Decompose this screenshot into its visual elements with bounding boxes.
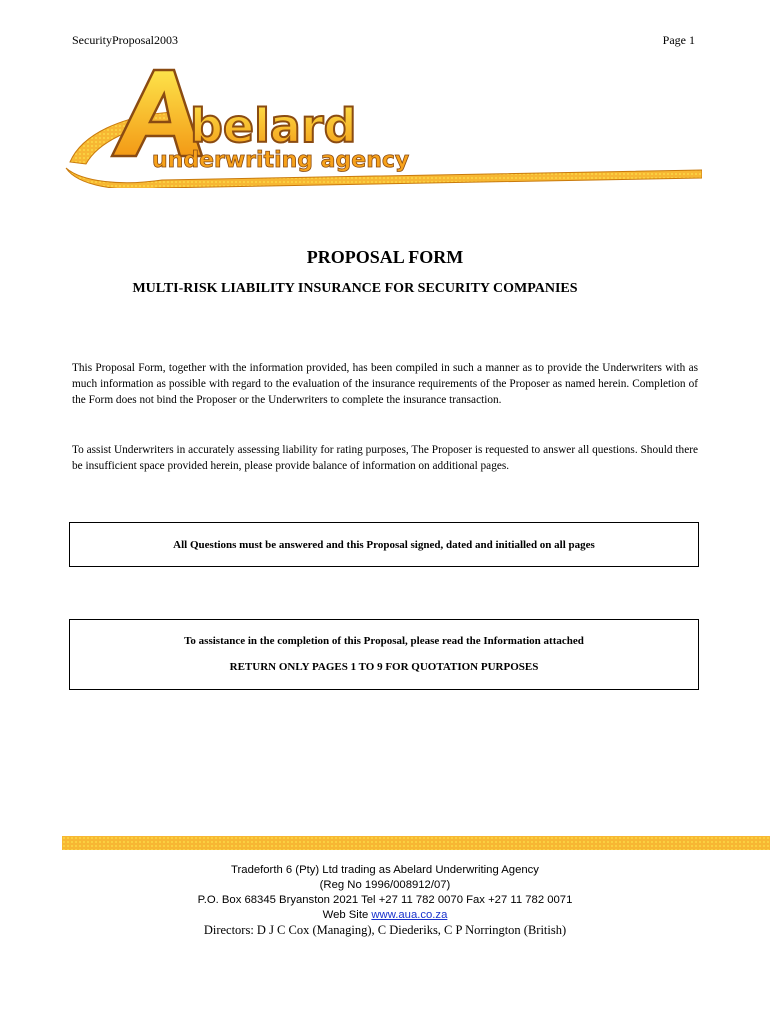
footer: [0, 863, 770, 938]
footer-website-line: [0, 908, 770, 923]
document-id: SecurityProposal2003: [72, 33, 178, 47]
notice-text: All Questions must be answered and this Proposal signed, dated and initialled on all pages: [173, 539, 595, 551]
footer-directors: Directors: D J C Cox (Managing), C Diederiks, C P Norrington (British): [203, 923, 567, 937]
intro-paragraph: This Proposal Form, together with the information provided, has been compiled in such a manner as to provide the Underwriters with as much information as possible with regard to the evaluation of the insurance requirements of the Proposer as named herein. Completion of the Form does not bind the Proposer or the Underwriters to complete the insurance transaction.: [72, 362, 698, 406]
footer-company: Tradeforth 6 (Pty) Ltd trading as Abelard Underwriting Agency: [231, 864, 539, 876]
footer-contact: P.O. Box 68345 Bryanston 2021 Tel +27 11 782 0070 Fax +27 11 782 0071: [197, 894, 573, 906]
instructions-paragraph: To assist Underwriters in accurately assessing liability for rating purposes, The Proposer is requested to answer all questions. Should there be insufficient space provided herein, please provide balance of information on additional pages.: [72, 444, 698, 472]
website-link[interactable]: www.aua.co.za: [371, 909, 448, 921]
footer-website-label: Web Site: [322, 909, 372, 921]
page-title: PROPOSAL FORM: [306, 247, 464, 267]
logo-wordmark: belard: [190, 99, 357, 153]
page-number: Page 1: [662, 33, 695, 47]
footer-reg: (Reg No 1996/008912/07): [319, 879, 451, 891]
footer-divider-bar: [62, 836, 770, 850]
logo-initial-a: [112, 70, 202, 156]
notice-box-return: [69, 619, 699, 690]
abelard-logo: [62, 64, 702, 188]
notice-text-return: RETURN ONLY PAGES 1 TO 9 FOR QUOTATION PURPOSES: [229, 661, 539, 673]
page-subtitle: MULTI-RISK LIABILITY INSURANCE FOR SECURITY COMPANIES: [132, 281, 578, 296]
logo-tagline: underwriting agency: [152, 148, 410, 173]
notice-box-signing: [69, 522, 699, 567]
notice-text-info: To assistance in the completion of this Proposal, please read the Information attached: [184, 635, 584, 647]
